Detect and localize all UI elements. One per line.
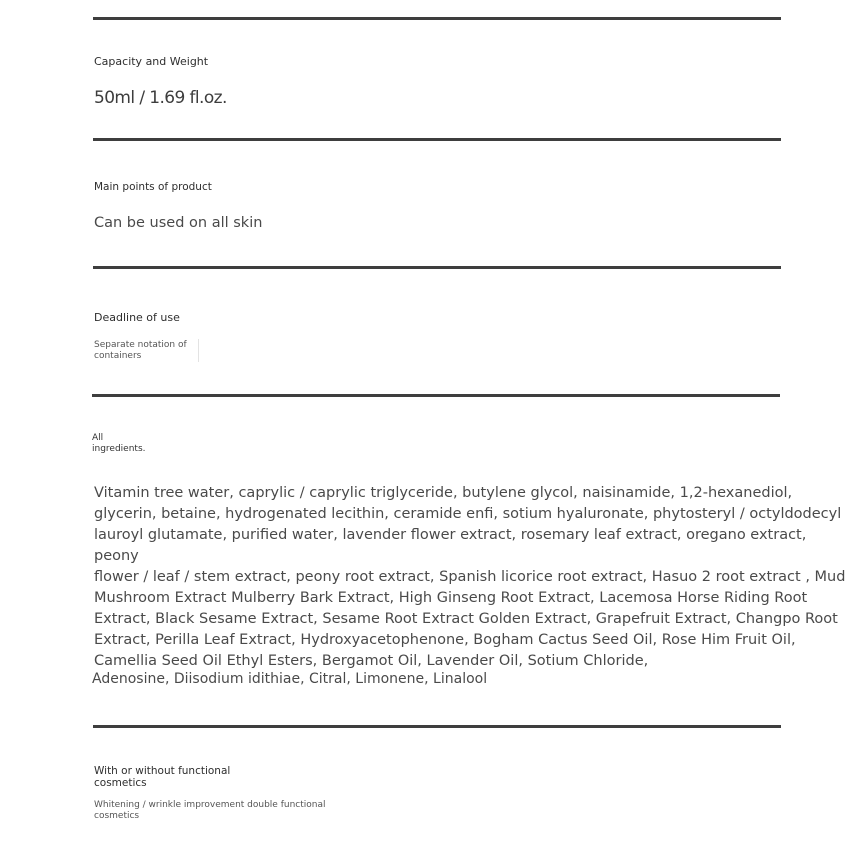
deadline-note-line: Separate notation of	[94, 340, 187, 350]
ingredients-label-line: All	[92, 433, 104, 443]
functional-note-line: Whitening / wrinkle improvement double functional	[94, 800, 326, 810]
divider-top	[93, 17, 781, 20]
divider-2	[93, 266, 781, 269]
ingredients-extra: Adenosine, Diisodium idithiae, Citral, Limonene, Linalool	[92, 671, 488, 687]
functional-label	[94, 765, 230, 789]
ingredients-line: Extract, Perilla Leaf Extract, Hydroxyacetophenone, Bogham Cactus Seed Oil, Rose Him Fruit Oil,	[94, 632, 796, 648]
ingredients-line: Camellia Seed Oil Ethyl Esters, Bergamot Oil, Lavender Oil, Sotium Chloride,	[94, 653, 649, 669]
ingredients-line: flower / leaf / stem extract, peony root extract, Spanish licorice root extract, Hasuo 2 root extract , Mud	[94, 569, 846, 585]
divider-1	[93, 138, 781, 141]
capacity-value: 50ml / 1.69 fl.oz.	[94, 88, 227, 108]
deadline-note	[94, 340, 187, 362]
ingredients-list	[94, 483, 854, 672]
capacity-label: Capacity and Weight	[94, 55, 209, 68]
ingredients-line: Mushroom Extract Mulberry Bark Extract, High Ginseng Root Extract, Lacemosa Horse Riding Root	[94, 590, 808, 606]
divider-4	[93, 725, 781, 728]
deadline-label: Deadline of use	[94, 311, 180, 324]
divider-3	[92, 394, 780, 397]
ingredients-line: lauroyl glutamate, purified water, lavender flower extract, rosemary leaf extract, oregano extract, peony	[94, 527, 807, 564]
main-points-label: Main points of product	[94, 181, 212, 193]
ingredients-line: Extract, Black Sesame Extract, Sesame Root Extract Golden Extract, Grapefruit Extract, Changpo Root	[94, 611, 838, 627]
deadline-note-line: containers	[94, 351, 142, 361]
ingredients-line: glycerin, betaine, hydrogenated lecithin, ceramide enfi, sotium hyaluronate, phytosteryl / octyldodecyl	[94, 506, 842, 522]
ingredients-label	[92, 433, 146, 455]
functional-label-line: With or without functional	[94, 765, 231, 777]
deadline-separator	[198, 339, 199, 362]
functional-note-line: cosmetics	[94, 811, 140, 821]
ingredients-label-line: ingredients.	[92, 444, 146, 454]
ingredients-line: Vitamin tree water, caprylic / caprylic triglyceride, butylene glycol, naisinamide, 1,2-hexanediol,	[94, 485, 793, 501]
main-points-value: Can be used on all skin	[94, 215, 263, 231]
functional-label-line: cosmetics	[94, 777, 147, 789]
functional-note	[94, 800, 326, 822]
